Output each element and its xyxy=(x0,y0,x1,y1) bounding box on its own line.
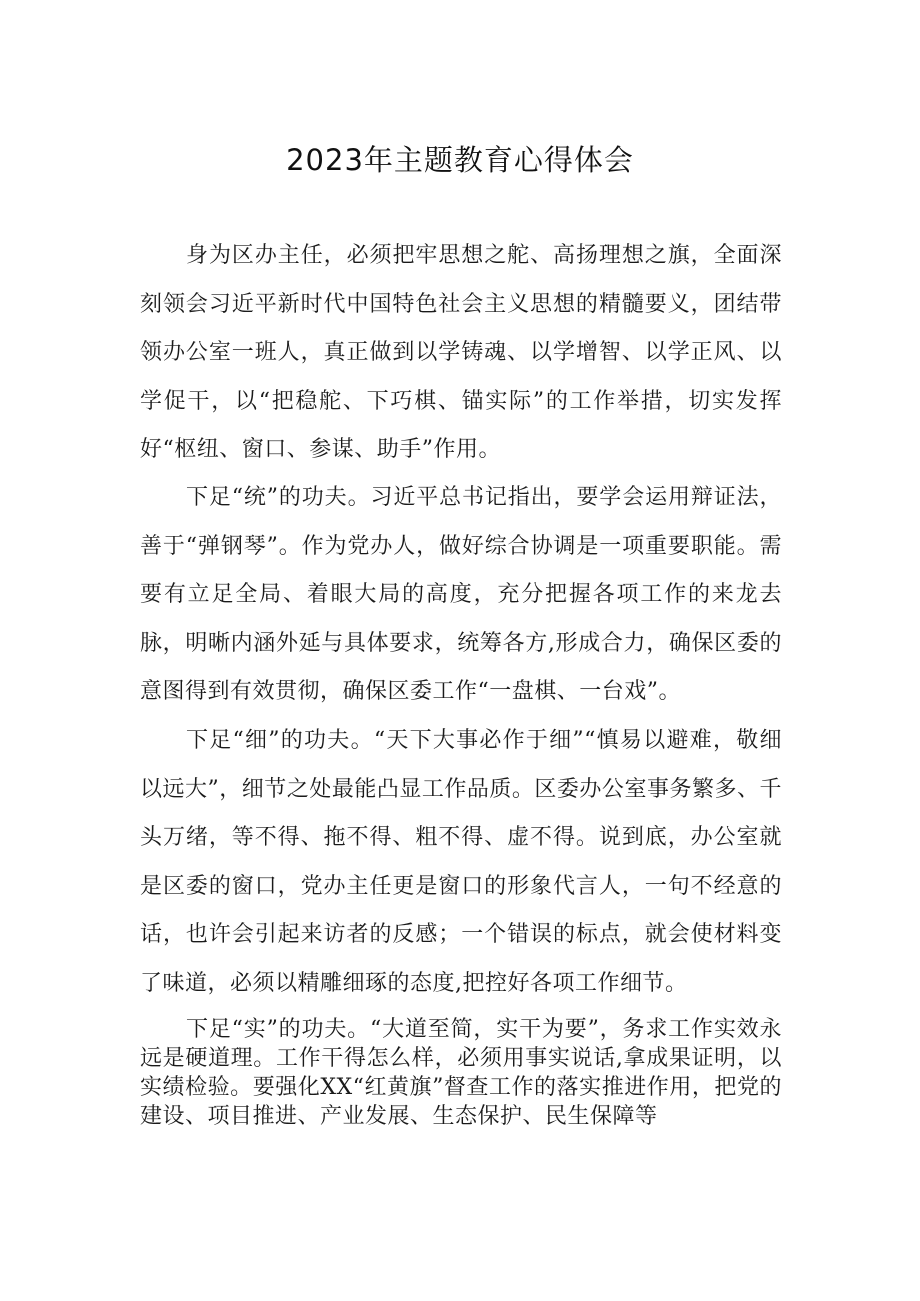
page-title: 2023年主题教育心得体会 xyxy=(286,143,634,177)
paragraph-intro: 身为区办主任，必须把牢思想之舵、高扬理想之旗，全面深刻领会习近平新时代中国特色社会主义思想的精髓要义，团结带领办公室一班人，真正做到以学铸魂、以学增智、以学正风、以学促干，以“把稳舵、下巧棋、锚实际”的工作举措，切实发挥好“枢纽、窗口、参谋、助手”作用。 xyxy=(140,243,782,462)
paragraph-practical: 下足“实”的功夫。“大道至简，实干为要”，务求工作实效永远是硬道理。工作干得怎么样，必须用事实说话,拿成果证明，以实绩检验。要强化XX“红黄旗”督查工作的落实推进作用，把党的建设、项目推进、产业发展、生态保护、民生保障等 xyxy=(140,1017,782,1129)
paragraph-coordination: 下足“统”的功夫。习近平总书记指出，要学会运用辩证法，善于“弹钢琴”。作为党办人，做好综合协调是一项重要职能。需要有立足全局、着眼大局的高度，充分把握各项工作的来龙去脉，明晰内涵外延与具体要求，统筹各方,形成合力，确保区委的意图得到有效贯彻，确保区委工作“一盘棋、一台戏”。 xyxy=(140,485,782,704)
paragraph-detail: 下足“细”的功夫。“天下大事必作于细”“慎易以避难，敬细以远大”，细节之处最能凸显工作品质。区委办公室事务繁多、千头万绪，等不得、拖不得、粗不得、虚不得。说到底，办公室就是区委的窗口，党办主任更是窗口的形象代言人，一句不经意的话，也许会引起来访者的反感；一个错误的标点，就会使材料变了味道，必须以精雕细琢的态度,把控好各项工作细节。 xyxy=(140,728,782,996)
